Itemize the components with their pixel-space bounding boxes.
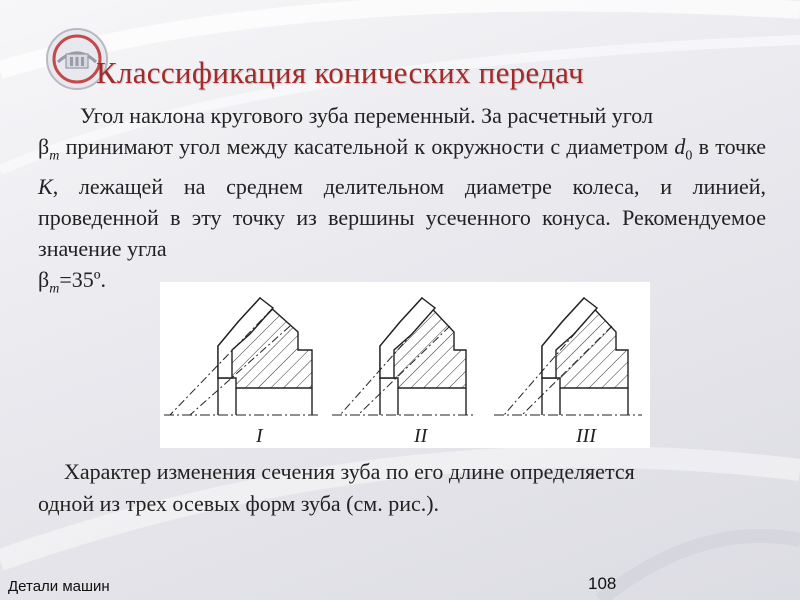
tooth-form-1	[164, 298, 320, 415]
d-subscript: 0	[685, 148, 693, 164]
course-name: Детали машин	[8, 578, 110, 595]
caption-line-2: одной из трех осевых форм зуба (см. рис.).	[38, 491, 440, 516]
angle-value: =35º.	[59, 267, 107, 293]
caption	[38, 456, 768, 520]
paragraph-line-1: Угол наклона кругового зуба переменный. За расчетный угол	[80, 103, 653, 128]
caption-line-1: Характер изменения сечения зуба по его длине определяется	[64, 459, 635, 484]
beta-symbol: β	[38, 134, 50, 159]
form-label-1: I	[256, 425, 263, 447]
tooth-forms-figure	[160, 282, 650, 448]
page-number: 108	[588, 574, 617, 593]
paragraph-line-4: диаметре колеса, и линией, проведенной в эту точку из	[38, 174, 767, 231]
d-symbol: d	[674, 134, 686, 159]
paragraph-line-3c: , лежащей на среднем делительном	[52, 174, 445, 200]
form-label-3: III	[576, 425, 596, 447]
paragraph-line-5: вершины усеченного конуса. Рекомендуемое значение угла	[38, 205, 767, 262]
tooth-forms-drawing	[160, 282, 650, 448]
paragraph-line-3b: в точке	[692, 134, 766, 159]
beta-subscript: m	[49, 148, 60, 164]
tooth-form-3	[494, 298, 642, 415]
beta-symbol-2: β	[38, 267, 50, 293]
paragraph-line-2: принимают угол между касательной к окружности с	[59, 134, 561, 159]
main-paragraph	[38, 100, 766, 305]
tooth-form-2	[332, 298, 474, 415]
slide-title: Классификация конических передач	[96, 55, 584, 90]
paragraph-line-3a: диаметром	[566, 134, 675, 159]
k-symbol: K	[38, 174, 53, 200]
form-label-2: II	[414, 425, 428, 447]
beta-subscript-2: m	[49, 281, 60, 297]
